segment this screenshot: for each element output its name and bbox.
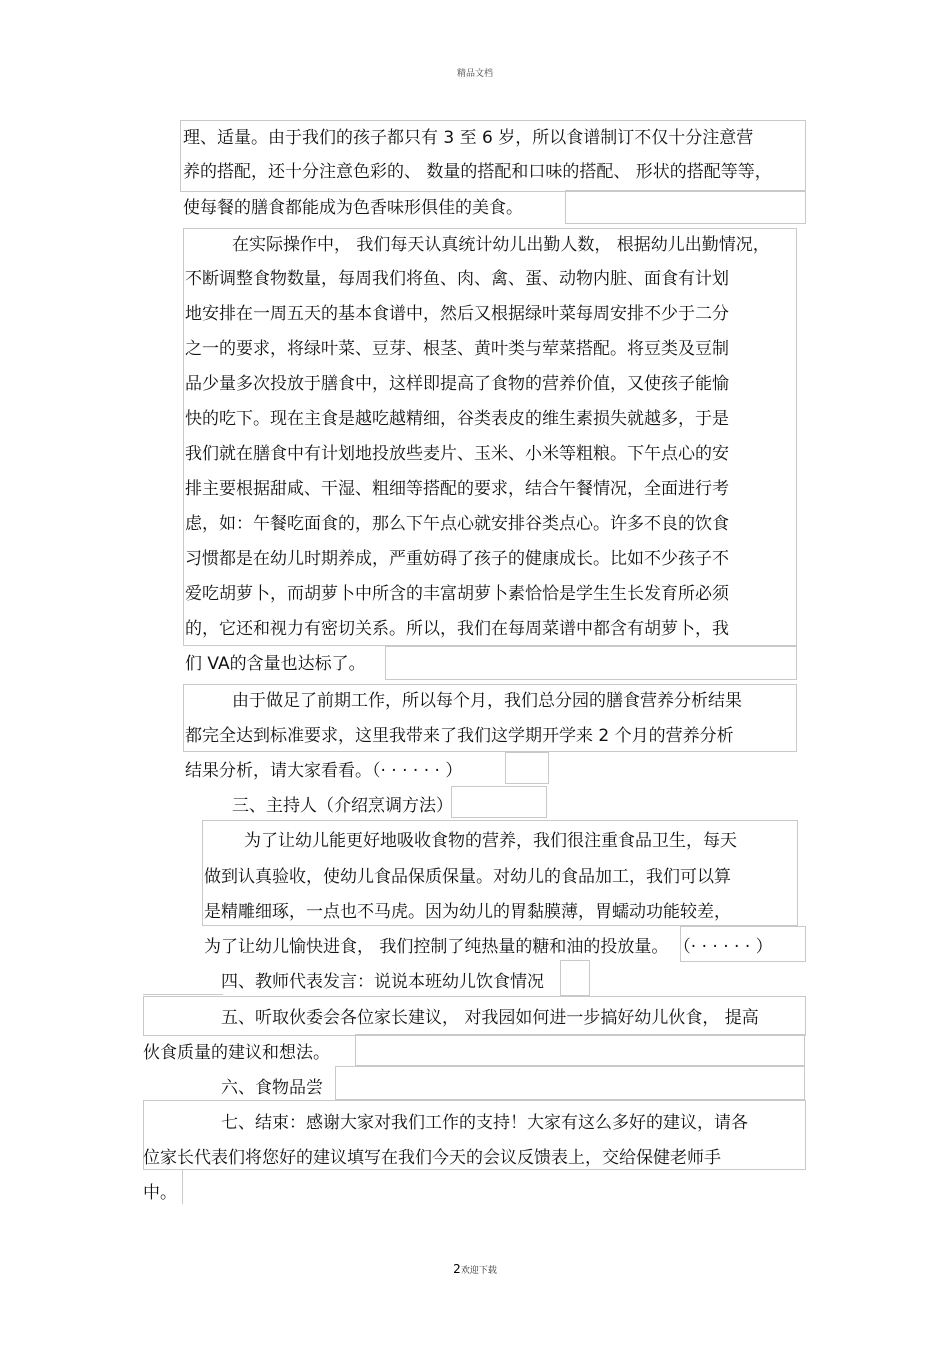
paragraph-line: 品少量多次投放于膳食中，这样即提高了食物的营养价值，又使孩子能愉: [185, 374, 729, 394]
paragraph-line: 养的搭配，还十分注意色彩的、 数量的搭配和口味的搭配、 形状的搭配等等，: [183, 162, 772, 182]
section-heading: 三、主持人（介绍烹调方法）: [232, 796, 453, 816]
frame-rule-1: [143, 994, 223, 995]
paragraph-line: 虑，如：午餐吃面食的，那么下午点心就安排谷类点心。许多不良的饮食: [185, 514, 729, 534]
section-heading: 四、教师代表发言：说说本班幼儿饮食情况: [221, 972, 544, 992]
paragraph-line: 由于做足了前期工作，所以每个月，我们总分园的膳食营养分析结果: [232, 691, 742, 711]
section-heading: 七、结束：感谢大家对我们工作的支持！大家有这么多好的建议，请各: [221, 1113, 748, 1133]
paragraph-line: 中。: [143, 1183, 177, 1203]
paragraph-line: 使每餐的膳食都能成为色香味形俱佳的美食。: [183, 198, 523, 218]
paragraph-line: 地安排在一周五天的基本食谱中，然后又根据绿叶菜每周安排不少于二分: [185, 304, 729, 324]
section-heading: 五、听取伙委会各位家长建议， 对我园如何进一步搞好幼儿伙食， 提高: [221, 1008, 759, 1028]
frame-box-7: [451, 786, 547, 818]
section-heading: 六、食物品尝: [221, 1078, 323, 1098]
paragraph-line: 都完全达到标准要求，这里我带来了我们这学期开学来 2 个月的营养分析: [185, 726, 734, 746]
paragraph-line: 在实际操作中， 我们每天认真统计幼儿出勤人数， 根据幼儿出勤情况，: [232, 235, 770, 255]
paragraph-line: 伙食质量的建议和想法。: [143, 1043, 330, 1063]
frame-box-6: [505, 752, 549, 784]
frame-box-10: [560, 960, 590, 996]
frame-box-4: [385, 646, 797, 680]
paragraph-line: 们 VA的含量也达标了。: [185, 654, 366, 674]
paragraph-line: 排主要根据甜咸、干湿、粗细等搭配的要求，结合午餐情况，全面进行考: [185, 479, 729, 499]
paragraph-line: 结果分析，请大家看看。（· · · · · · ）: [185, 761, 463, 781]
frame-box-2: [565, 190, 806, 224]
page-footer: [0, 1262, 950, 1276]
paragraph-line: 的，它还和视力有密切关系。所以，我们在每周菜谱中都含有胡萝卜，我: [185, 619, 729, 639]
paragraph-line: 快的吃下。现在主食是越吃越精细，谷类表皮的维生素损失就越多，于是: [185, 409, 729, 429]
paragraph-line: 是精雕细琢，一点也不马虎。因为幼儿的胃黏膜薄，胃蠕动功能较差，: [204, 902, 731, 922]
paragraph-line: 之一的要求，将绿叶菜、豆芽、根茎、黄叶类与荤菜搭配。将豆类及豆制: [185, 339, 729, 359]
paragraph-line: 不断调整食物数量，每周我们将鱼、肉、禽、蛋、动物内脏、面食有计划: [185, 269, 729, 289]
frame-box-12: [355, 1034, 805, 1066]
paragraph-line: 位家长代表们将您好的建议填写在我们今天的会议反馈表上，交给保健老师手: [143, 1148, 721, 1168]
frame-rule-2: [182, 1170, 183, 1204]
footer-text: 欢迎下载: [460, 1266, 497, 1276]
paragraph-line: 做到认真验收，使幼儿食品保质保量。对幼儿的食品加工，我们可以算: [204, 867, 731, 887]
paragraph-line: 理、适量。由于我们的孩子都只有 3 至 6 岁，所以食谱制订不仅十分注意营: [183, 128, 754, 148]
page-number: 2: [453, 1262, 461, 1276]
paragraph-line: 爱吃胡萝卜，而胡萝卜中所含的丰富胡萝卜素恰恰是学生生长发育所必须: [185, 584, 729, 604]
paragraph-line: 为了让幼儿愉快进食， 我们控制了纯热量的糖和油的投放量。 （· · · · · · ）: [204, 937, 773, 957]
paragraph-line: 为了让幼儿能更好地吸收食物的营养，我们很注重食品卫生，每天: [244, 831, 737, 851]
frame-box-13: [335, 1066, 805, 1100]
header-watermark: 精品文档: [456, 69, 493, 79]
paragraph-line: 我们就在膳食中有计划地投放些麦片、玉米、小米等粗粮。下午点心的安: [185, 444, 729, 464]
paragraph-line: 习惯都是在幼儿时期养成，严重妨碍了孩子的健康成长。比如不少孩子不: [185, 549, 729, 569]
